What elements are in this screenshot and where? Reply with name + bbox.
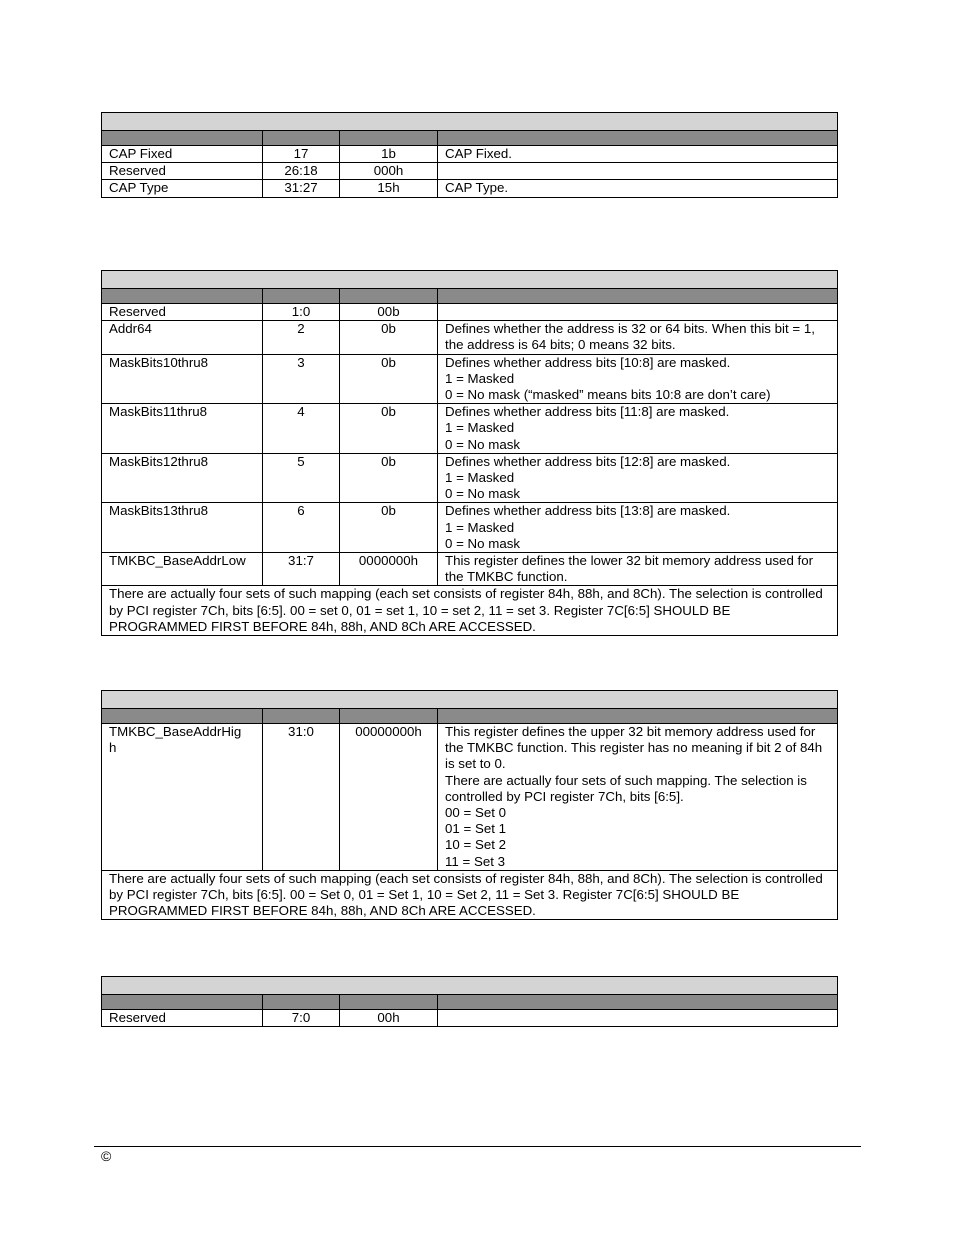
table-row <box>102 180 838 197</box>
field-description: Defines whether address bits [12:8] are masked. 1 = Masked 0 = No mask <box>438 453 838 503</box>
table-row <box>102 553 838 586</box>
field-name: MaskBits13thru8 <box>102 503 263 553</box>
table-header-row <box>102 131 838 146</box>
table-note-row <box>102 586 838 636</box>
field-name: CAP Fixed <box>102 146 263 163</box>
table-row <box>102 404 838 454</box>
field-default: 0b <box>340 404 438 454</box>
table-note: There are actually four sets of such mapping (each set consists of register 84h, 88h, and 8Ch). The selection is controlled by PCI register 7Ch, bits [6:5]. 00 = set 0, 01 = set 1, 10 = set 2, 11 = set 3. Register 7C[6:5] SHOULD BE PROGRAMMED FIRST BEFORE 84h, 88h, AND 8Ch ARE ACCESSED. <box>102 586 838 636</box>
field-name: Reserved <box>102 304 263 321</box>
field-description: CAP Fixed. <box>438 146 838 163</box>
field-description: Defines whether address bits [11:8] are masked. 1 = Masked 0 = No mask <box>438 404 838 454</box>
field-description: Defines whether address bits [13:8] are masked. 1 = Masked 0 = No mask <box>438 503 838 553</box>
field-description: This register defines the upper 32 bit memory address used for the TMKBC function. This register has no meaning if bit 2 of 84h is set to 0. There are actually four sets of such mapping. The selection is controlled by PCI register 7Ch, bits [6:5]. 00 = Set 0 01 = Set 1 10 = Set 2 11 = Set 3 <box>438 724 838 871</box>
field-default: 0b <box>340 321 438 354</box>
table-row <box>102 1010 838 1027</box>
field-bits: 26:18 <box>263 163 340 180</box>
field-default: 0b <box>340 354 438 404</box>
field-default: 0000000h <box>340 553 438 586</box>
field-name: MaskBits12thru8 <box>102 453 263 503</box>
field-description: Defines whether the address is 32 or 64 bits. When this bit = 1, the address is 64 bits; 0 means 32 bits. <box>438 321 838 354</box>
field-bits: 3 <box>263 354 340 404</box>
field-description <box>438 304 838 321</box>
table-header-row <box>102 289 838 304</box>
register-table-3 <box>101 690 838 920</box>
table-row <box>102 453 838 503</box>
table-title-bar <box>102 271 838 289</box>
field-bits: 31:7 <box>263 553 340 586</box>
field-default: 000h <box>340 163 438 180</box>
field-bits: 4 <box>263 404 340 454</box>
field-bits: 6 <box>263 503 340 553</box>
field-default: 00b <box>340 304 438 321</box>
register-table-4 <box>101 976 838 1027</box>
table-title-bar <box>102 691 838 709</box>
table-row <box>102 503 838 553</box>
field-default: 1b <box>340 146 438 163</box>
field-name: TMKBC_BaseAddrLow <box>102 553 263 586</box>
table-note-row <box>102 870 838 920</box>
table-title-bar <box>102 977 838 995</box>
table-row <box>102 146 838 163</box>
field-bits: 31:0 <box>263 724 340 871</box>
field-bits: 1:0 <box>263 304 340 321</box>
table-header-row <box>102 995 838 1010</box>
table-row <box>102 354 838 404</box>
field-description: CAP Type. <box>438 180 838 197</box>
field-bits: 31:27 <box>263 180 340 197</box>
field-name: MaskBits10thru8 <box>102 354 263 404</box>
field-name: Reserved <box>102 163 263 180</box>
table-row <box>102 163 838 180</box>
table-row <box>102 321 838 354</box>
field-bits: 7:0 <box>263 1010 340 1027</box>
field-default: 0b <box>340 453 438 503</box>
field-bits: 5 <box>263 453 340 503</box>
table-header-row <box>102 709 838 724</box>
register-table-1 <box>101 112 838 198</box>
field-description: Defines whether address bits [10:8] are masked. 1 = Masked 0 = No mask (“masked” means bits 10:8 are don’t care) <box>438 354 838 404</box>
field-default: 00000000h <box>340 724 438 871</box>
field-name: MaskBits11thru8 <box>102 404 263 454</box>
field-bits: 2 <box>263 321 340 354</box>
field-default: 15h <box>340 180 438 197</box>
copyright-symbol: © <box>101 1148 112 1164</box>
table-row <box>102 304 838 321</box>
field-name: Addr64 <box>102 321 263 354</box>
field-name: CAP Type <box>102 180 263 197</box>
field-description <box>438 163 838 180</box>
table-title-bar <box>102 113 838 131</box>
field-name: Reserved <box>102 1010 263 1027</box>
field-name: TMKBC_BaseAddrHig h <box>102 724 263 871</box>
footer-rule <box>94 1146 861 1147</box>
table-row <box>102 724 838 871</box>
field-description <box>438 1010 838 1027</box>
field-bits: 17 <box>263 146 340 163</box>
field-description: This register defines the lower 32 bit memory address used for the TMKBC function. <box>438 553 838 586</box>
table-note: There are actually four sets of such mapping (each set consists of register 84h, 88h, and 8Ch). The selection is controlled by PCI register 7Ch, bits [6:5]. 00 = Set 0, 01 = Set 1, 10 = Set 2, 11 = Set 3. Register 7C[6:5] SHOULD BE PROGRAMMED FIRST BEFORE 84h, 88h, AND 8Ch ARE ACCESSED. <box>102 870 838 920</box>
field-default: 0b <box>340 503 438 553</box>
field-default: 00h <box>340 1010 438 1027</box>
register-table-2 <box>101 270 838 636</box>
